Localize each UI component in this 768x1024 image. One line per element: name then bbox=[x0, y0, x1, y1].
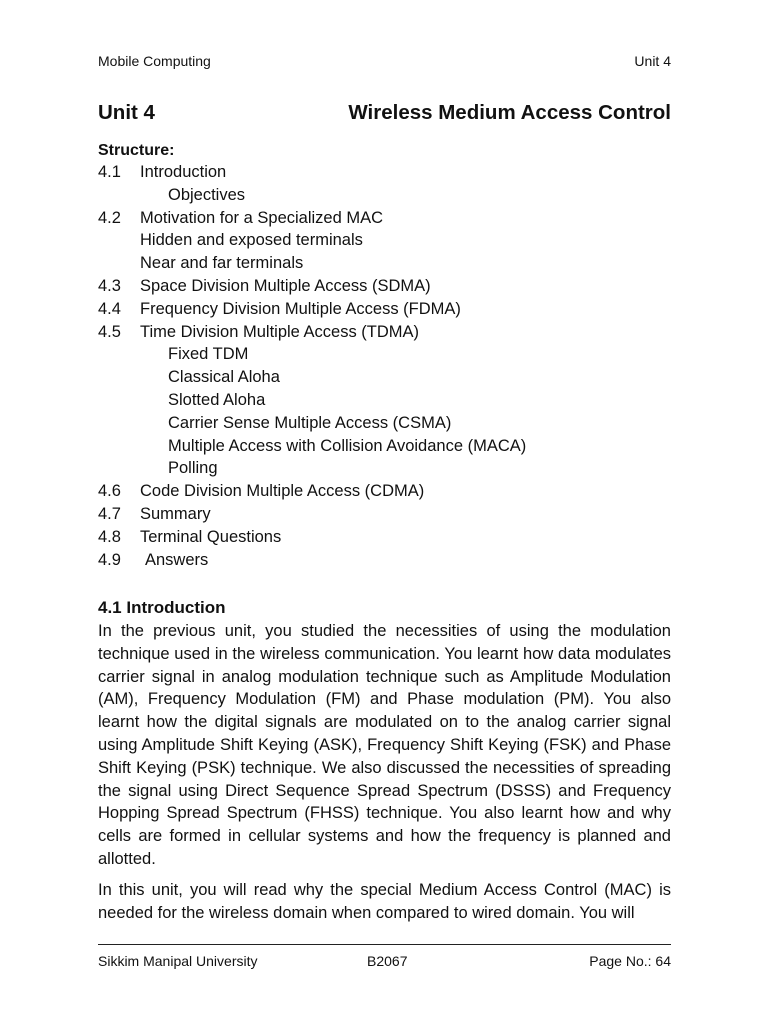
toc-text: Objectives bbox=[168, 185, 246, 204]
toc-text: Summary bbox=[140, 504, 211, 523]
toc-item bbox=[98, 343, 671, 366]
header-unit-label: Unit 4 bbox=[634, 53, 671, 69]
running-header bbox=[98, 53, 671, 70]
toc-text: Multiple Access with Collision Avoidance (MACA) bbox=[168, 436, 527, 455]
table-of-contents bbox=[98, 161, 671, 571]
toc-number: 4.3 bbox=[98, 276, 121, 295]
structure-label: Structure: bbox=[98, 142, 175, 159]
unit-number: Unit 4 bbox=[98, 101, 155, 124]
toc-item bbox=[98, 549, 671, 572]
toc-number: 4.5 bbox=[98, 322, 121, 341]
toc-item bbox=[98, 229, 671, 252]
toc-text: Introduction bbox=[140, 163, 227, 181]
toc-item bbox=[98, 526, 671, 549]
footer-course-code: B2067 bbox=[367, 953, 408, 969]
toc-item bbox=[98, 275, 671, 298]
header-course-name: Mobile Computing bbox=[98, 53, 211, 69]
toc-text: Near and far terminals bbox=[140, 254, 304, 273]
toc-number: 4.8 bbox=[98, 527, 121, 546]
toc-item bbox=[98, 184, 671, 207]
document-page bbox=[98, 0, 671, 1024]
toc-item bbox=[98, 207, 671, 230]
toc-number: 4.2 bbox=[98, 208, 121, 227]
toc-text: Motivation for a Specialized MAC bbox=[140, 208, 384, 227]
toc-number: 4.6 bbox=[98, 482, 121, 501]
toc-text: Code Division Multiple Access (CDMA) bbox=[140, 482, 425, 501]
toc-text: Space Division Multiple Access (SDMA) bbox=[140, 276, 431, 295]
section-heading: 4.1 Introduction bbox=[98, 598, 226, 617]
body-paragraph: In this unit, you will read why the special Medium Access Control (MAC) is needed for the wireless domain when compared to wired domain. You will bbox=[98, 881, 671, 922]
body-paragraph: In the previous unit, you studied the necessities of using the modulation technique used in the wireless communication. You learnt how data modulates carrier signal in analog modulation technique such as Amplitude Modulation (AM), Frequency Modulation (FM) and Phase modulation (PM). You also learnt how the digital signals are modulated on to the analog carrier signal using Amplitude Shift Keying (ASK), Frequency Shift Keying (FSK) and Phase Shift Keying (PSK) technique. We also discussed the necessities of spreading the signal using Direct Sequence Spread Spectrum (DSSS) and Frequency Hopping Spread Spectrum (FHSS) technique. You also learnt how and why cells are formed in cellular systems and how the frequency is planned and allotted. bbox=[98, 622, 671, 868]
toc-item bbox=[98, 161, 671, 184]
toc-number: 4.4 bbox=[98, 299, 121, 318]
footer-divider bbox=[98, 944, 671, 945]
toc-item bbox=[98, 321, 671, 344]
toc-text: Terminal Questions bbox=[140, 527, 282, 546]
toc-text: Slotted Aloha bbox=[168, 390, 266, 409]
toc-item bbox=[98, 412, 671, 435]
toc-item bbox=[98, 252, 671, 275]
toc-item bbox=[98, 389, 671, 412]
toc-item bbox=[98, 503, 671, 526]
toc-text: Time Division Multiple Access (TDMA) bbox=[140, 322, 420, 341]
toc-text: Fixed TDM bbox=[168, 345, 249, 364]
footer-university: Sikkim Manipal University bbox=[98, 953, 258, 969]
toc-item bbox=[98, 435, 671, 458]
toc-text: Answers bbox=[145, 550, 209, 569]
toc-text: Carrier Sense Multiple Access (CSMA) bbox=[168, 413, 452, 432]
toc-item bbox=[98, 480, 671, 503]
toc-number: 4.9 bbox=[98, 550, 121, 569]
toc-text: Classical Aloha bbox=[168, 368, 280, 387]
toc-text: Polling bbox=[168, 459, 218, 478]
toc-text: Hidden and exposed terminals bbox=[140, 231, 363, 250]
toc-text: Frequency Division Multiple Access (FDMA) bbox=[140, 299, 461, 318]
footer-page-number: Page No.: 64 bbox=[589, 953, 671, 969]
toc-item bbox=[98, 298, 671, 321]
toc-number: 4.7 bbox=[98, 504, 121, 523]
toc-item bbox=[98, 366, 671, 389]
toc-number: 4.1 bbox=[98, 163, 121, 181]
running-footer bbox=[98, 953, 671, 971]
unit-name: Wireless Medium Access Control bbox=[348, 101, 671, 124]
unit-title bbox=[98, 101, 671, 125]
toc-item bbox=[98, 457, 671, 480]
